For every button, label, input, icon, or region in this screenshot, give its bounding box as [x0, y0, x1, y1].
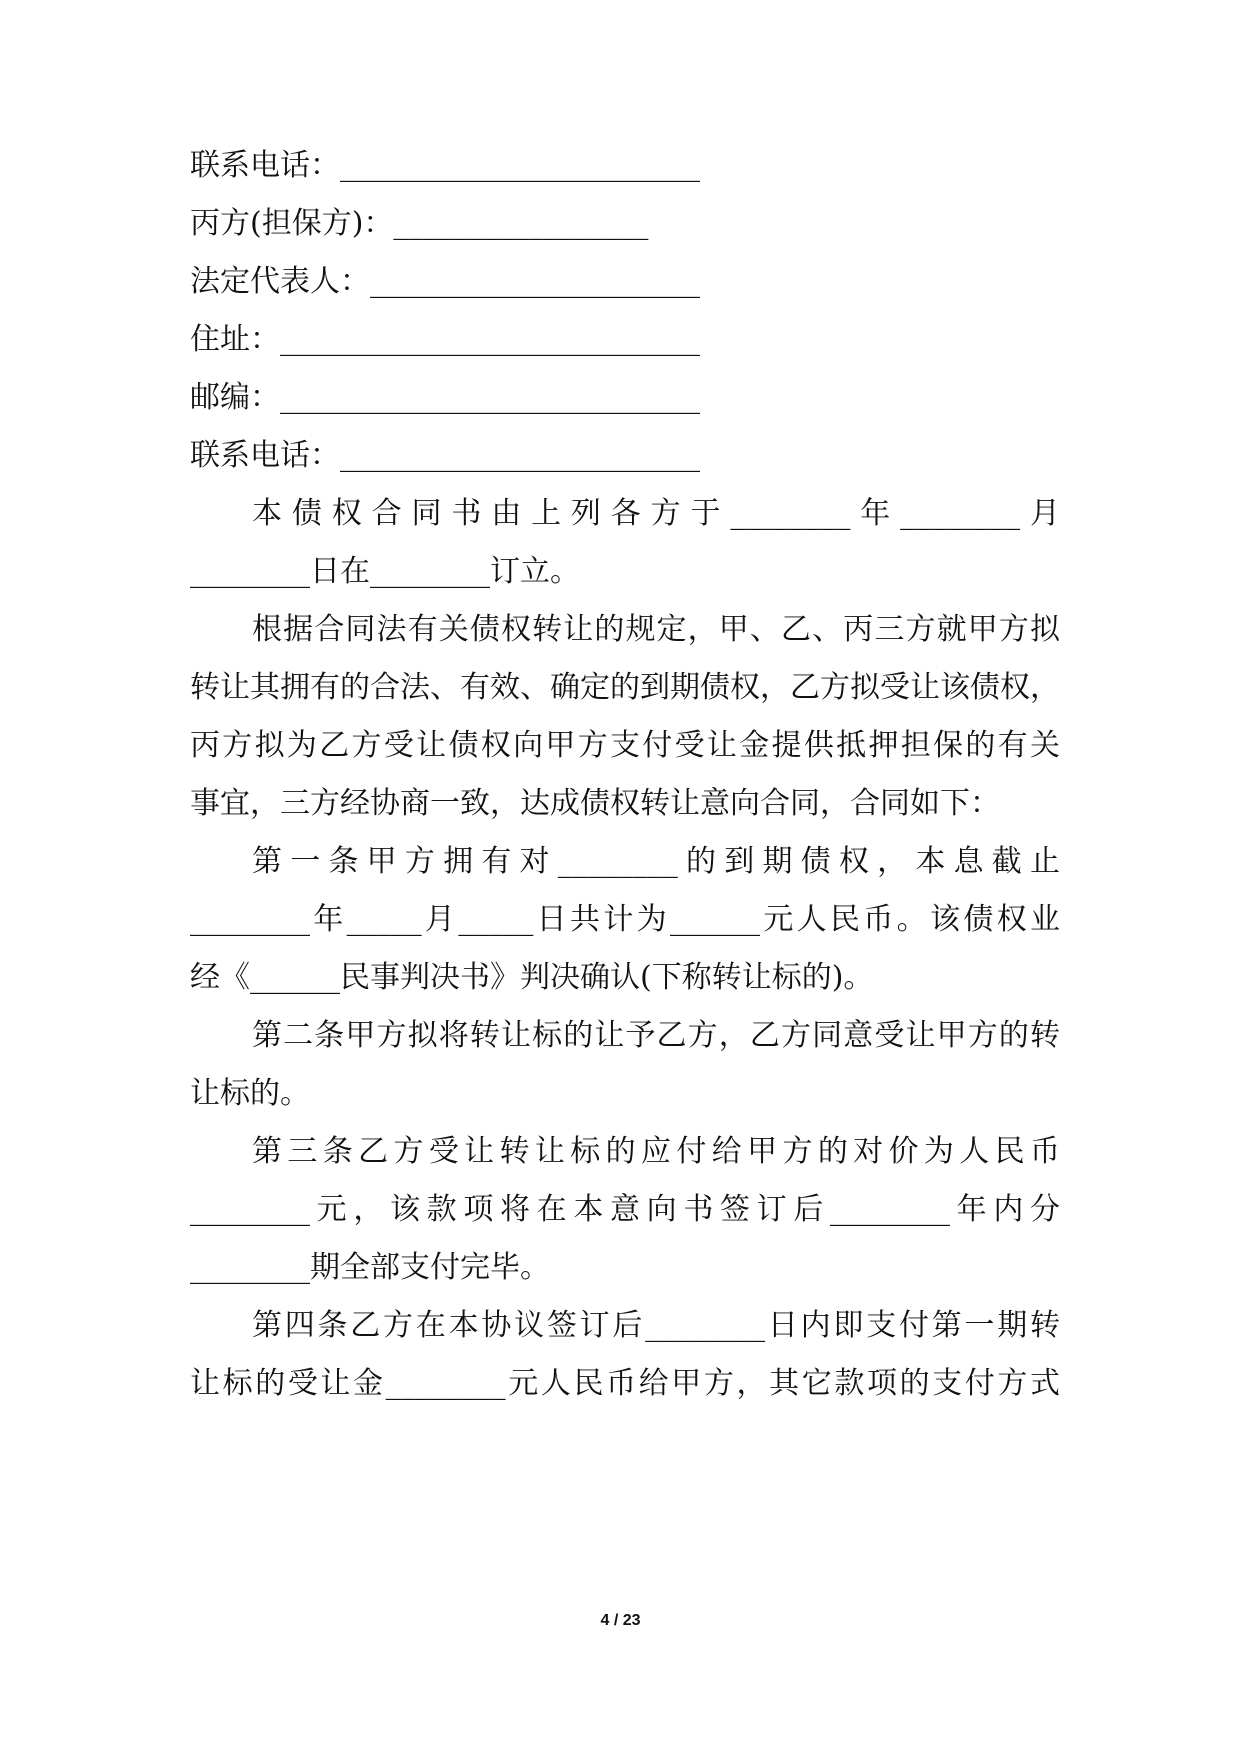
contact-phone-line: 联系电话：________________________ [190, 148, 700, 183]
postcode-line: 邮编：____________________________ [190, 380, 700, 415]
page-number: 4 / 23 [600, 1612, 641, 1629]
article-3-line-2: ________元，该款项将在本意向书签订后________年内分 [190, 1192, 1060, 1227]
article-4-line-1: 第四条乙方在本协议签订后________日内即支付第一期转 [252, 1308, 1060, 1343]
basis-paragraph-line-4: 事宜，三方经协商一致，达成债权转让意向合同，合同如下： [190, 786, 1000, 821]
article-3-line-1: 第三条乙方受让转让标的应付给甲方的对价为人民币 [252, 1134, 1060, 1169]
address-line: 住址：____________________________ [190, 322, 700, 357]
intro-paragraph-line-2: ________日在________订立。 [190, 554, 580, 589]
article-2-line-1: 第二条甲方拟将转让标的让予乙方，乙方同意受让甲方的转 [252, 1018, 1060, 1053]
article-3-line-3: ________期全部支付完毕。 [190, 1250, 550, 1285]
article-1-line-3: 经《______民事判决书》判决确认(下称转让标的)。 [190, 960, 874, 995]
basis-paragraph-line-3: 丙方拟为乙方受让债权向甲方支付受让金提供抵押担保的有关 [190, 728, 1060, 763]
article-2-line-2: 让标的。 [190, 1076, 310, 1111]
article-1-line-1: 第一条甲方拥有对________的到期债权，本息截止 [252, 844, 1060, 879]
legal-representative-line: 法定代表人：______________________ [190, 264, 700, 299]
article-1-line-2: ________年_____月_____日共计为______元人民币。该债权业 [190, 902, 1060, 937]
intro-paragraph-line-1: 本债权合同书由上列各方于________年________月 [252, 496, 1060, 531]
basis-paragraph-line-1: 根据合同法有关债权转让的规定，甲、乙、丙三方就甲方拟 [252, 612, 1060, 647]
party-c-line: 丙方(担保方)：_________________ [190, 206, 649, 241]
contact-phone-line-2: 联系电话：________________________ [190, 438, 700, 473]
article-4-line-2: 让标的受让金________元人民币给甲方，其它款项的支付方式 [190, 1366, 1060, 1401]
basis-paragraph-line-2: 转让其拥有的合法、有效、确定的到期债权，乙方拟受让该债权， [190, 670, 1060, 705]
